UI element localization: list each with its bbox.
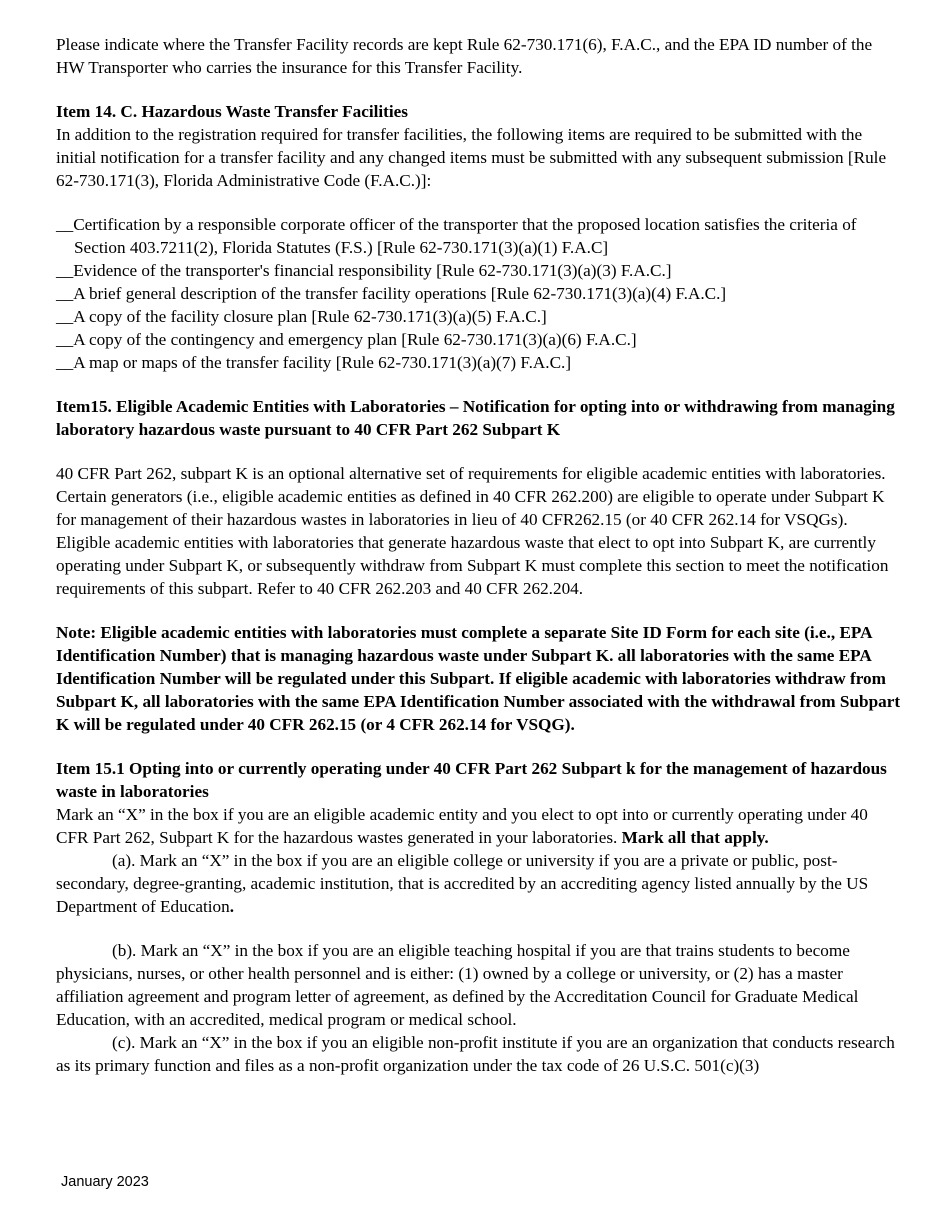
item-15-1-b: (b). Mark an “X” in the box if you are an eligible teaching hospital if you are that trains students to become physicians, nurses, or other health personnel and is either: (1) owned by a college or university, or (2) has a master affiliation agreement and program letter of agreement, as defined by the Accreditation Council for Graduate Medical Education, with an accredited, medical program or medical school.: [56, 941, 859, 1029]
checklist-item: __Certification by a responsible corporate officer of the transporter that the proposed location satisfies the criteria of Section 403.7211(2), Florida Statutes (F.S.) [Rule 62-730.171(3)(a)(1) F.A.C]: [56, 215, 857, 257]
item-15-1-a-end: .: [229, 897, 235, 916]
checklist-item: __A brief general description of the transfer facility operations [Rule 62-730.171(3)(a)(4) F.A.C.]: [56, 284, 727, 303]
item-15-1-body-text: Mark an “X” in the box if you are an eligible academic entity and you elect to opt into or currently operating under 40 CFR Part 262, Subpart K for the hazardous wastes generated in your laboratories.: [56, 805, 868, 847]
item-15-1-body-emphasis: Mark all that apply.: [621, 828, 769, 847]
item-15-heading: Item15. Eligible Academic Entities with Laboratories – Notification for opting into or withdrawing from managing laboratory hazardous waste pursuant to 40 CFR Part 262 Subpart K: [56, 397, 895, 439]
item-15-1-a-text: (a). Mark an “X” in the box if you are an eligible college or university if you are a private or public, post-secondary, degree-granting, academic institution, that is accredited by an accrediting agency listed annually by the US Department of Education: [56, 851, 869, 916]
intro-paragraph: Please indicate where the Transfer Facility records are kept Rule 62-730.171(6), F.A.C., and the EPA ID number of the HW Transporter who carries the insurance for this Transfer Facility.: [56, 35, 873, 77]
item-15-1-heading: Item 15.1 Opting into or currently operating under 40 CFR Part 262 Subpart k for the management of hazardous waste in laboratories: [56, 759, 887, 801]
checklist-item: __A copy of the facility closure plan [Rule 62-730.171(3)(a)(5) F.A.C.]: [56, 307, 547, 326]
item-15-1-a: [56, 849, 902, 918]
item-15-body: 40 CFR Part 262, subpart K is an optional alternative set of requirements for eligible academic entities with laboratories. Certain generators (i.e., eligible academic entities as defined in 40 CFR 262.200) are eligible to operate under Subpart K for management of their hazardous wastes in laboratories in lieu of 40 CFR262.15 (or 40 CFR 262.14 for VSQGs). Eligible academic entities with laboratories that generate hazardous waste that elect to opt into Subpart K, are currently operating under Subpart K, or subsequently withdraw from Subpart K must complete this section to meet the notification requirements of this subpart. Refer to 40 CFR 262.203 and 40 CFR 262.204.: [56, 464, 889, 598]
page-footer-date: January 2023: [61, 1174, 149, 1190]
item-14c-body: In addition to the registration required for transfer facilities, the following items are required to be submitted with the initial notification for a transfer facility and any changed items must be submitted with any subsequent submission [Rule 62-730.171(3), Florida Administrative Code (F.A.C.)]:: [56, 125, 887, 190]
checklist-item: __A copy of the contingency and emergency plan [Rule 62-730.171(3)(a)(6) F.A.C.]: [56, 330, 637, 349]
item-15-1-body: [56, 803, 902, 849]
checklist-item: __Evidence of the transporter's financial responsibility [Rule 62-730.171(3)(a)(3) F.A.C.]: [56, 261, 672, 280]
item-15-note: Note: Eligible academic entities with laboratories must complete a separate Site ID Form for each site (i.e., EPA Identification Number) that is managing hazardous waste under Subpart K. all laboratories with the same EPA Identification Number will be regulated under this Subpart. If eligible academic with laboratories withdraw from Subpart K, all laboratories with the same EPA Identification Number associated with the withdrawal from Subpart K will be regulated under 40 CFR 262.15 (or 4 CFR 262.14 for VSQG).: [56, 623, 901, 734]
item-14c-heading: Item 14. C. Hazardous Waste Transfer Facilities: [56, 102, 408, 121]
document-page: [56, 33, 902, 1077]
checklist-item: __A map or maps of the transfer facility [Rule 62-730.171(3)(a)(7) F.A.C.]: [56, 353, 572, 372]
item-15-1-c: (c). Mark an “X” in the box if you an eligible non-profit institute if you are an organization that conducts research as its primary function and files as a non-profit organization under the tax code of 26 U.S.C. 501(c)(3): [56, 1033, 895, 1075]
